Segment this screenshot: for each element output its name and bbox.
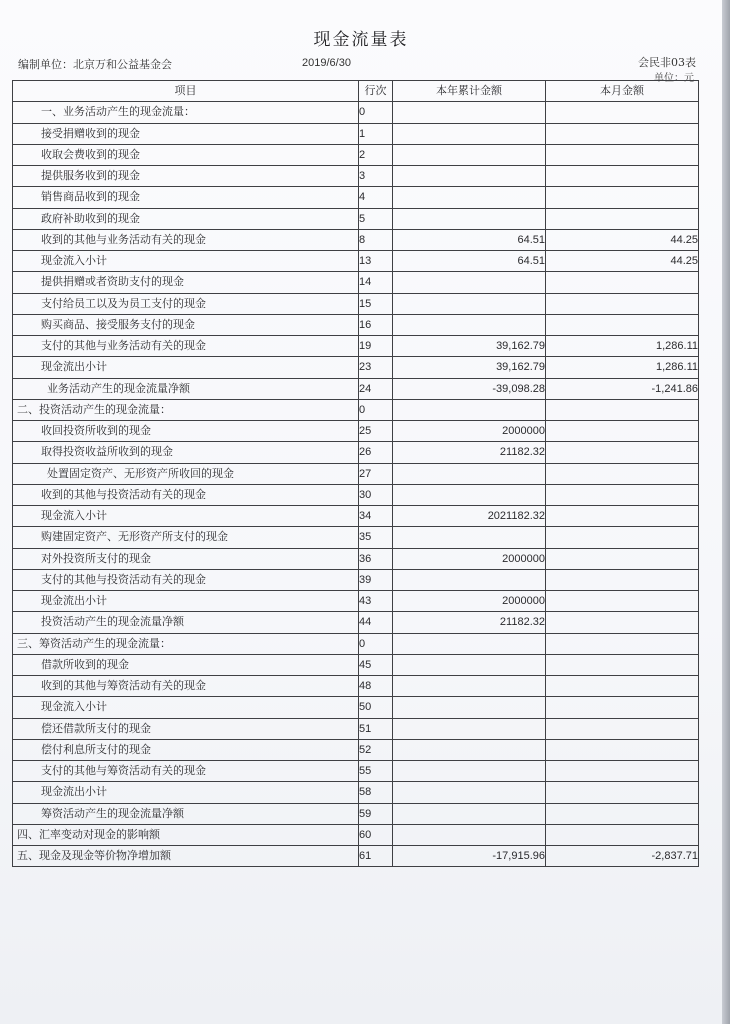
row-ytd-amount <box>393 399 546 420</box>
cash-flow-table <box>12 80 699 867</box>
table-row <box>13 654 699 675</box>
row-ytd-amount <box>393 697 546 718</box>
table-row <box>13 633 699 654</box>
row-ytd-amount <box>393 123 546 144</box>
row-month-amount <box>546 102 699 123</box>
form-code: 会民非03表 <box>638 56 696 69</box>
row-month-amount <box>546 272 699 293</box>
paper-edge <box>722 0 730 1024</box>
row-item: 购买商品、接受服务支付的现金 <box>13 314 359 335</box>
row-month-amount <box>546 676 699 697</box>
row-number: 44 <box>359 612 393 633</box>
row-ytd-amount: 2000000 <box>393 548 546 569</box>
row-item: 业务活动产生的现金流量净额 <box>13 378 359 399</box>
row-ytd-amount <box>393 782 546 803</box>
row-number: 0 <box>359 633 393 654</box>
row-month-amount <box>546 442 699 463</box>
table-row <box>13 484 699 505</box>
row-item: 四、汇率变动对现金的影响额 <box>13 824 359 845</box>
row-item: 现金流出小计 <box>13 782 359 803</box>
table-row <box>13 569 699 590</box>
row-number: 0 <box>359 399 393 420</box>
row-month-amount <box>546 314 699 335</box>
row-item: 销售商品收到的现金 <box>13 187 359 208</box>
row-ytd-amount <box>393 654 546 675</box>
row-month-amount <box>546 803 699 824</box>
table-row <box>13 421 699 442</box>
table-row <box>13 761 699 782</box>
row-item: 对外投资所支付的现金 <box>13 548 359 569</box>
row-ytd-amount: -17,915.96 <box>393 846 546 867</box>
row-month-amount <box>546 739 699 760</box>
currency-unit: 单位：元 <box>654 73 694 84</box>
row-month-amount <box>546 824 699 845</box>
row-ytd-amount <box>393 484 546 505</box>
row-number: 52 <box>359 739 393 760</box>
row-ytd-amount: 21182.32 <box>393 442 546 463</box>
row-number: 61 <box>359 846 393 867</box>
row-number: 24 <box>359 378 393 399</box>
row-ytd-amount <box>393 166 546 187</box>
table-row <box>13 251 699 272</box>
table-row <box>13 336 699 357</box>
table-row <box>13 293 699 314</box>
row-item: 支付的其他与投资活动有关的现金 <box>13 569 359 590</box>
table-row <box>13 463 699 484</box>
row-number: 51 <box>359 718 393 739</box>
report-title: 现金流量表 <box>313 30 409 50</box>
row-ytd-amount <box>393 527 546 548</box>
row-month-amount: -2,837.71 <box>546 846 699 867</box>
row-item: 偿还借款所支付的现金 <box>13 718 359 739</box>
row-item: 筹资活动产生的现金流量净额 <box>13 803 359 824</box>
row-number: 4 <box>359 187 393 208</box>
row-month-amount <box>546 208 699 229</box>
row-number: 34 <box>359 506 393 527</box>
row-number: 0 <box>359 102 393 123</box>
table-row <box>13 378 699 399</box>
row-ytd-amount: 2000000 <box>393 421 546 442</box>
row-number: 36 <box>359 548 393 569</box>
table-row <box>13 527 699 548</box>
row-ytd-amount: 39,162.79 <box>393 336 546 357</box>
row-number: 26 <box>359 442 393 463</box>
row-ytd-amount <box>393 144 546 165</box>
row-number: 15 <box>359 293 393 314</box>
row-ytd-amount <box>393 633 546 654</box>
row-ytd-amount <box>393 463 546 484</box>
row-item: 二、投资活动产生的现金流量： <box>13 399 359 420</box>
header-row-no: 行次 <box>359 81 393 102</box>
row-month-amount: 1,286.11 <box>546 357 699 378</box>
row-ytd-amount <box>393 761 546 782</box>
row-item: 提供服务收到的现金 <box>13 166 359 187</box>
header-ytd: 本年累计金额 <box>393 81 546 102</box>
row-item: 现金流出小计 <box>13 357 359 378</box>
row-ytd-amount: -39,098.28 <box>393 378 546 399</box>
table-row <box>13 782 699 803</box>
table-row <box>13 718 699 739</box>
table-row <box>13 506 699 527</box>
row-number: 14 <box>359 272 393 293</box>
row-item: 政府补助收到的现金 <box>13 208 359 229</box>
row-number: 23 <box>359 357 393 378</box>
row-ytd-amount <box>393 803 546 824</box>
table-row <box>13 846 699 867</box>
row-ytd-amount <box>393 824 546 845</box>
table-row <box>13 166 699 187</box>
row-item: 支付给员工以及为员工支付的现金 <box>13 293 359 314</box>
row-item: 偿付利息所支付的现金 <box>13 739 359 760</box>
header-item: 项目 <box>13 81 359 102</box>
report-date: 2019/6/30 <box>302 57 351 69</box>
row-ytd-amount: 64.51 <box>393 229 546 250</box>
row-item: 三、筹资活动产生的现金流量： <box>13 633 359 654</box>
row-item: 支付的其他与筹资活动有关的现金 <box>13 761 359 782</box>
row-item: 收取会费收到的现金 <box>13 144 359 165</box>
table-row <box>13 739 699 760</box>
row-month-amount <box>546 399 699 420</box>
row-item: 现金流入小计 <box>13 506 359 527</box>
row-number: 25 <box>359 421 393 442</box>
row-ytd-amount <box>393 718 546 739</box>
row-number: 60 <box>359 824 393 845</box>
row-month-amount <box>546 484 699 505</box>
row-number: 55 <box>359 761 393 782</box>
table-row <box>13 357 699 378</box>
table-row <box>13 272 699 293</box>
row-month-amount <box>546 633 699 654</box>
row-number: 43 <box>359 591 393 612</box>
row-number: 59 <box>359 803 393 824</box>
row-number: 50 <box>359 697 393 718</box>
row-ytd-amount <box>393 208 546 229</box>
row-month-amount: -1,241.86 <box>546 378 699 399</box>
table-row <box>13 548 699 569</box>
row-ytd-amount: 2000000 <box>393 591 546 612</box>
row-ytd-amount: 21182.32 <box>393 612 546 633</box>
row-number: 30 <box>359 484 393 505</box>
table-body <box>13 102 699 867</box>
row-ytd-amount <box>393 102 546 123</box>
table-row <box>13 144 699 165</box>
row-item: 支付的其他与业务活动有关的现金 <box>13 336 359 357</box>
row-item: 现金流出小计 <box>13 591 359 612</box>
row-item: 取得投资收益所收到的现金 <box>13 442 359 463</box>
row-ytd-amount <box>393 739 546 760</box>
row-month-amount <box>546 548 699 569</box>
row-ytd-amount: 64.51 <box>393 251 546 272</box>
row-item: 接受捐赠收到的现金 <box>13 123 359 144</box>
row-number: 35 <box>359 527 393 548</box>
row-month-amount <box>546 782 699 803</box>
table-row <box>13 824 699 845</box>
row-month-amount <box>546 612 699 633</box>
row-number: 39 <box>359 569 393 590</box>
row-ytd-amount: 2021182.32 <box>393 506 546 527</box>
row-month-amount <box>546 591 699 612</box>
row-ytd-amount <box>393 676 546 697</box>
table-row <box>13 697 699 718</box>
table-row <box>13 229 699 250</box>
row-ytd-amount <box>393 272 546 293</box>
row-month-amount <box>546 506 699 527</box>
row-item: 借款所收到的现金 <box>13 654 359 675</box>
row-item: 收到的其他与投资活动有关的现金 <box>13 484 359 505</box>
table-row <box>13 803 699 824</box>
row-item: 现金流入小计 <box>13 697 359 718</box>
row-item: 收到的其他与业务活动有关的现金 <box>13 229 359 250</box>
table-row <box>13 591 699 612</box>
row-item: 处置固定资产、无形资产所收回的现金 <box>13 463 359 484</box>
row-ytd-amount: 39,162.79 <box>393 357 546 378</box>
row-item: 五、现金及现金等价物净增加额 <box>13 846 359 867</box>
row-number: 3 <box>359 166 393 187</box>
row-number: 19 <box>359 336 393 357</box>
row-item: 提供捐赠或者资助支付的现金 <box>13 272 359 293</box>
row-number: 5 <box>359 208 393 229</box>
table-row <box>13 399 699 420</box>
row-month-amount <box>546 569 699 590</box>
row-item: 收回投资所收到的现金 <box>13 421 359 442</box>
row-ytd-amount <box>393 314 546 335</box>
row-number: 13 <box>359 251 393 272</box>
table-row <box>13 314 699 335</box>
row-number: 16 <box>359 314 393 335</box>
table-row <box>13 187 699 208</box>
row-month-amount <box>546 123 699 144</box>
row-month-amount <box>546 144 699 165</box>
row-number: 45 <box>359 654 393 675</box>
table-row <box>13 612 699 633</box>
row-month-amount <box>546 187 699 208</box>
row-item: 收到的其他与筹资活动有关的现金 <box>13 676 359 697</box>
row-number: 48 <box>359 676 393 697</box>
table-row <box>13 208 699 229</box>
row-ytd-amount <box>393 187 546 208</box>
table-row <box>13 676 699 697</box>
row-number: 58 <box>359 782 393 803</box>
row-item: 投资活动产生的现金流量净额 <box>13 612 359 633</box>
row-month-amount: 1,286.11 <box>546 336 699 357</box>
row-month-amount <box>546 463 699 484</box>
table-header-row <box>13 81 699 102</box>
row-month-amount <box>546 718 699 739</box>
row-item: 一、业务活动产生的现金流量： <box>13 102 359 123</box>
row-month-amount <box>546 761 699 782</box>
row-item: 现金流入小计 <box>13 251 359 272</box>
row-month-amount <box>546 654 699 675</box>
table-row <box>13 102 699 123</box>
row-month-amount <box>546 421 699 442</box>
row-item: 购建固定资产、无形资产所支付的现金 <box>13 527 359 548</box>
row-number: 2 <box>359 144 393 165</box>
row-number: 1 <box>359 123 393 144</box>
row-month-amount <box>546 697 699 718</box>
row-number: 27 <box>359 463 393 484</box>
row-ytd-amount <box>393 569 546 590</box>
row-number: 8 <box>359 229 393 250</box>
row-month-amount <box>546 166 699 187</box>
header-month: 本月金额 <box>546 81 699 102</box>
table-row <box>13 442 699 463</box>
row-month-amount <box>546 527 699 548</box>
row-month-amount <box>546 293 699 314</box>
table-row <box>13 123 699 144</box>
row-month-amount: 44.25 <box>546 251 699 272</box>
row-month-amount: 44.25 <box>546 229 699 250</box>
org-label: 编制单位：北京万和公益基金会 <box>18 58 172 71</box>
row-ytd-amount <box>393 293 546 314</box>
